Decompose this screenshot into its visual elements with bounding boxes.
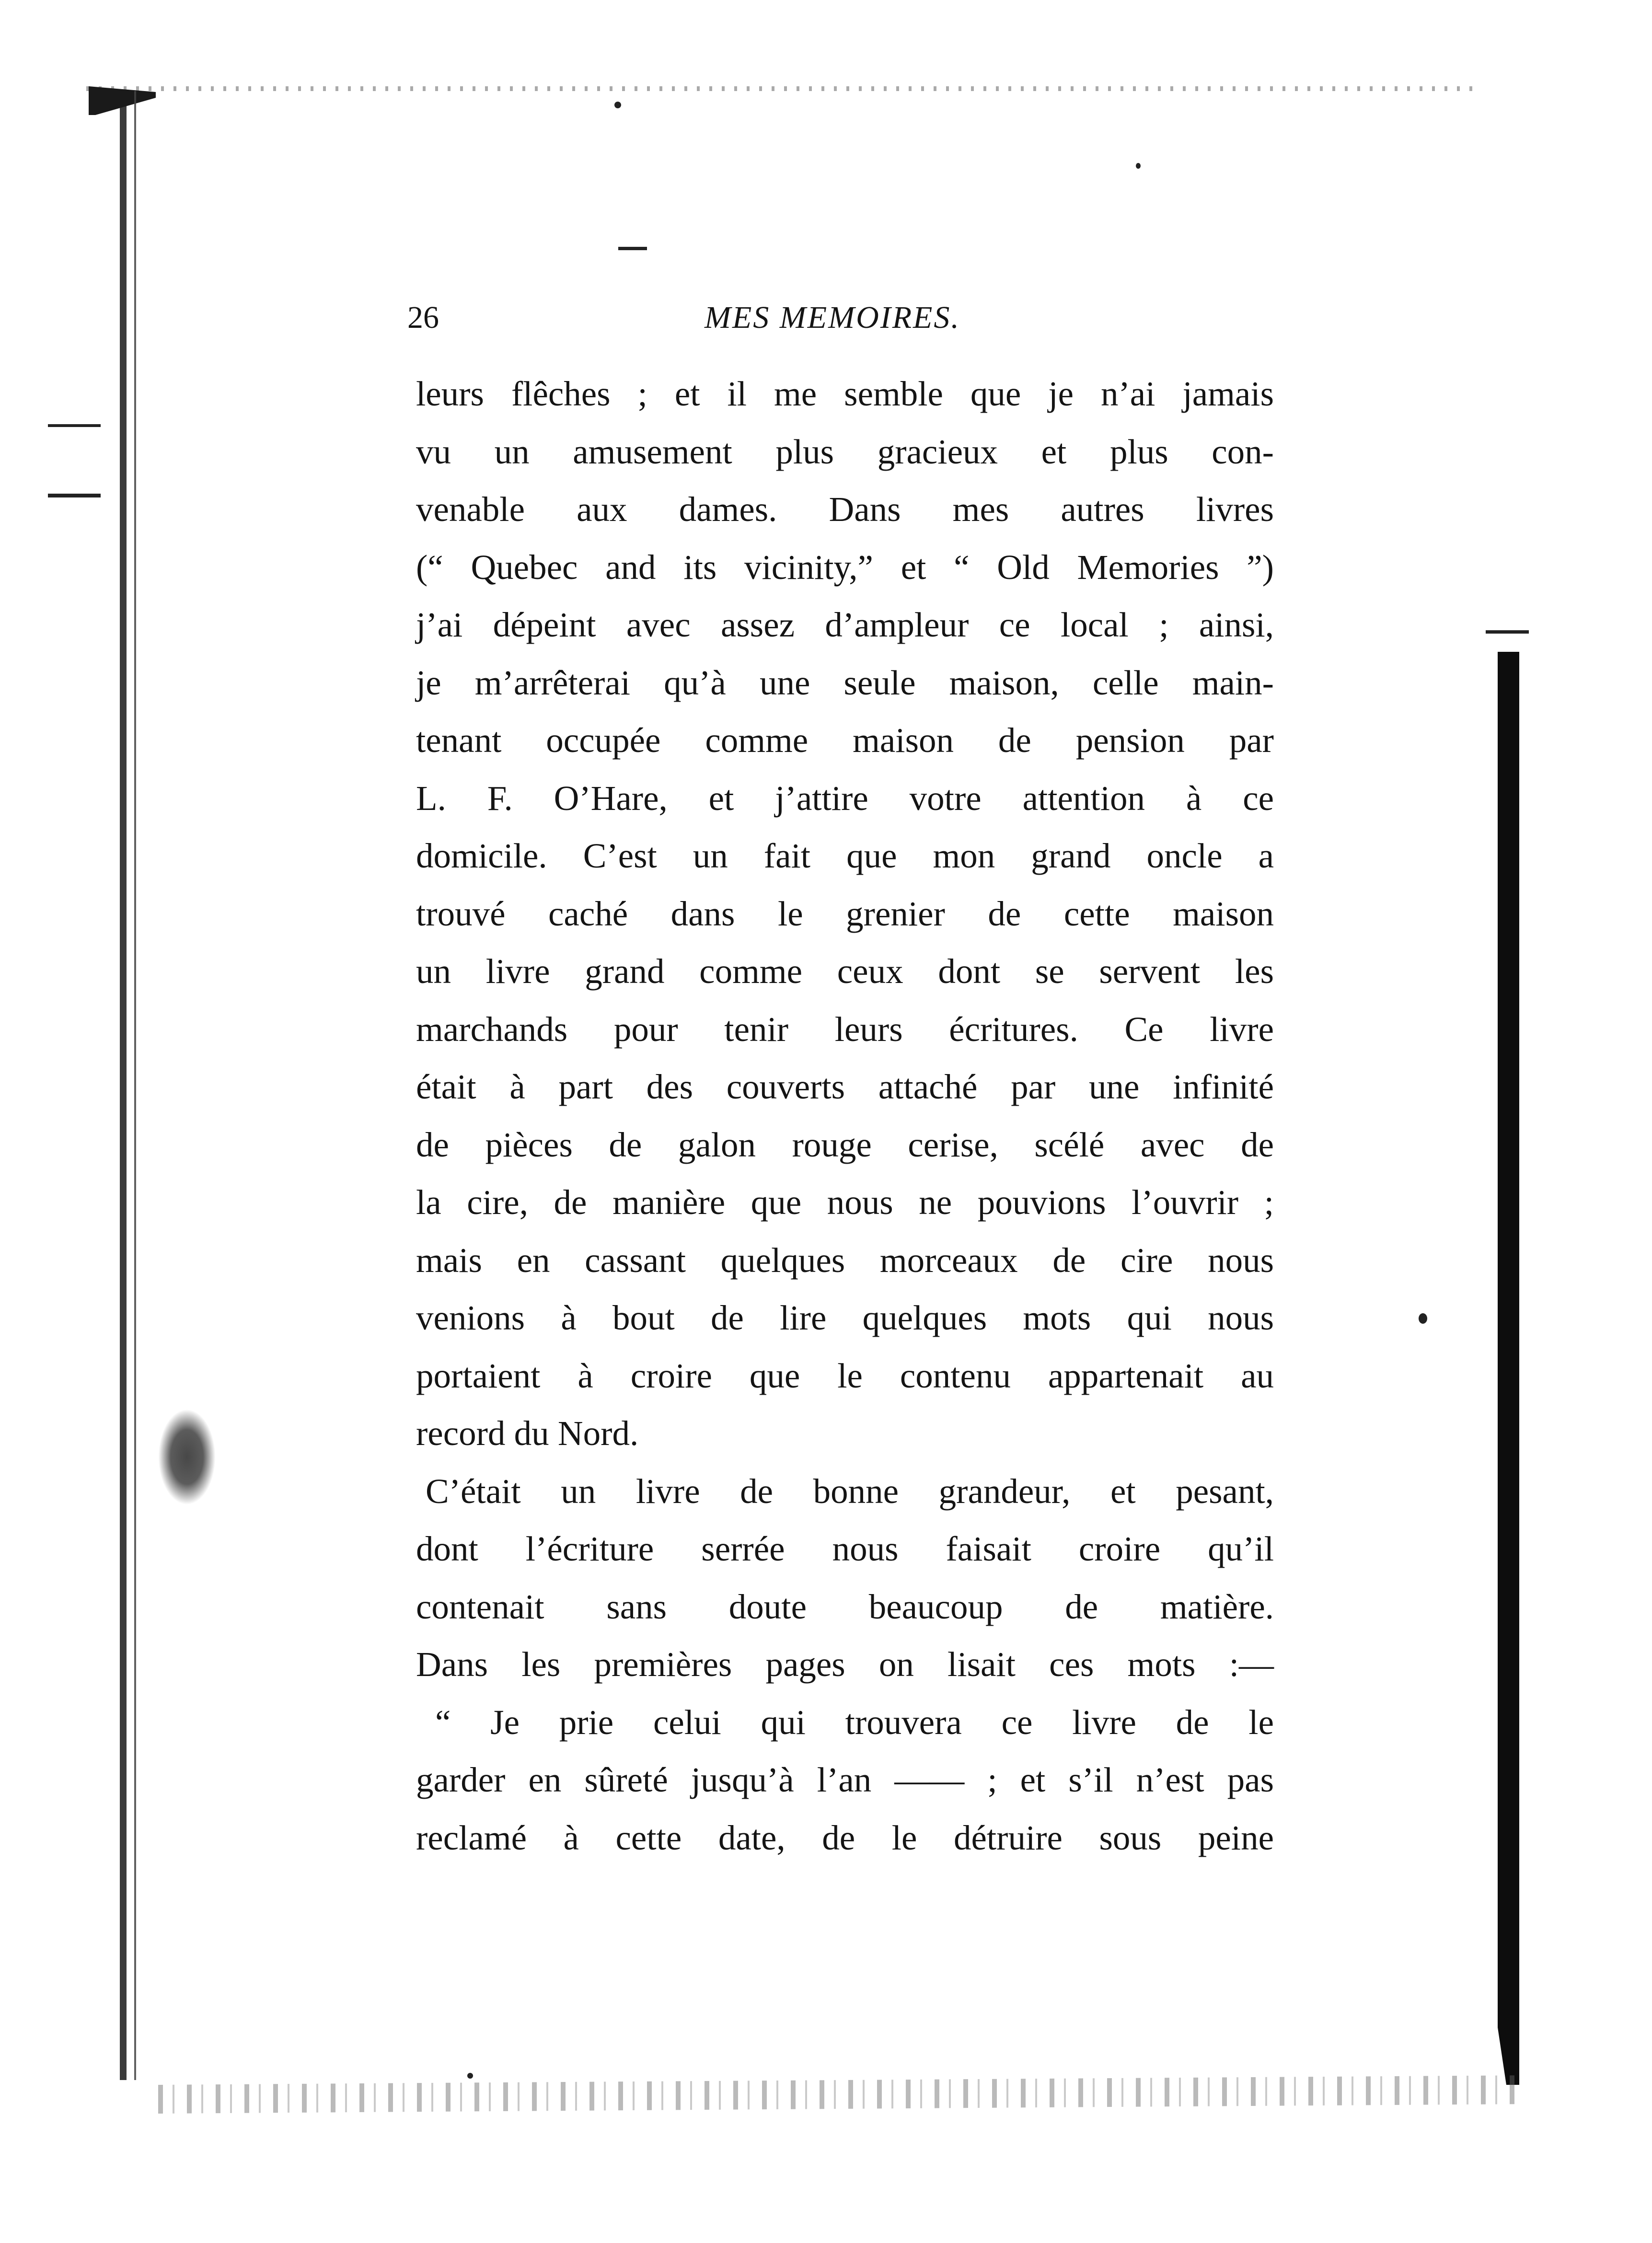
scan-left-dash (48, 494, 101, 497)
text-line: de pièces de galon rouge cerise, scélé avec de (416, 1125, 1274, 1164)
scan-left-edge (120, 91, 149, 2080)
running-title: MES MEMOIRES. (705, 300, 960, 335)
text-line: Dans les premières pages on lisait ces mots :— (416, 1645, 1274, 1684)
text-line: contenait sans doute beaucoup de matière. (416, 1587, 1274, 1626)
text-line: portaient à croire que le contenu appartenait au (416, 1356, 1274, 1395)
text-line: reclamé à cette date, de le détruire sous peine (416, 1818, 1274, 1857)
text-line: je m’arrêterai qu’à une seule maison, celle main- (416, 663, 1274, 702)
text-line: était à part des couverts attaché par une infinité (416, 1067, 1274, 1106)
text-line: venions à bout de lire quelques mots qui nous (416, 1298, 1274, 1337)
text-line: tenant occupée comme maison de pension par (416, 721, 1274, 760)
text-line: (“ Quebec and its vicinity,” et “ Old Memories ”) (416, 547, 1274, 587)
body-text (416, 365, 1274, 1867)
text-line: domicile. C’est un fait que mon grand oncle a (416, 836, 1274, 875)
text-line: mais en cassant quelques morceaux de cire nous (416, 1240, 1274, 1280)
text-line: un livre grand comme ceux dont se servent les (416, 952, 1274, 991)
text-line: L. F. O’Hare, et j’attire votre attention à ce (416, 778, 1274, 818)
scan-speck (614, 102, 621, 108)
text-line: leurs flêches ; et il me semble que je n’ai jamais (416, 374, 1274, 413)
text-line: la cire, de manière que nous ne pouvions l’ouvrir ; (416, 1183, 1274, 1222)
scan-speck (1136, 163, 1141, 169)
scan-right-edge-bar (1498, 652, 1519, 2085)
scan-top-mark (618, 247, 647, 250)
text-line: trouvé caché dans le grenier de cette maison (416, 894, 1274, 933)
scan-left-dash (48, 424, 101, 427)
text-line: venable aux dames. Dans mes autres livres (416, 490, 1274, 529)
scan-bottom-edge (158, 2075, 1524, 2114)
text-line: marchands pour tenir leurs écritures. Ce livre (416, 1009, 1274, 1049)
running-head (407, 296, 1270, 339)
text-line: garder en sûreté jusqu’à l’an —— ; et s’il n’est pas (416, 1760, 1274, 1799)
scan-speck (1419, 1313, 1427, 1324)
text-line: dont l’écriture serrée nous faisait croire qu’il (416, 1529, 1274, 1568)
text-line: “ Je prie celui qui trouvera ce livre de le (435, 1702, 1274, 1742)
scan-top-edge (86, 86, 1476, 91)
scan-right-dash (1486, 630, 1529, 634)
text-line: record du Nord. (416, 1414, 639, 1453)
text-line: vu un amusement plus gracieux et plus con- (416, 432, 1274, 471)
page-number: 26 (407, 300, 439, 335)
text-line: C’était un livre de bonne grandeur, et pesant, (426, 1471, 1274, 1511)
scan-speck (467, 2073, 473, 2079)
scan-ink-blotch (158, 1409, 216, 1505)
text-line: j’ai dépeint avec assez d’ampleur ce local ; ainsi, (416, 605, 1274, 644)
